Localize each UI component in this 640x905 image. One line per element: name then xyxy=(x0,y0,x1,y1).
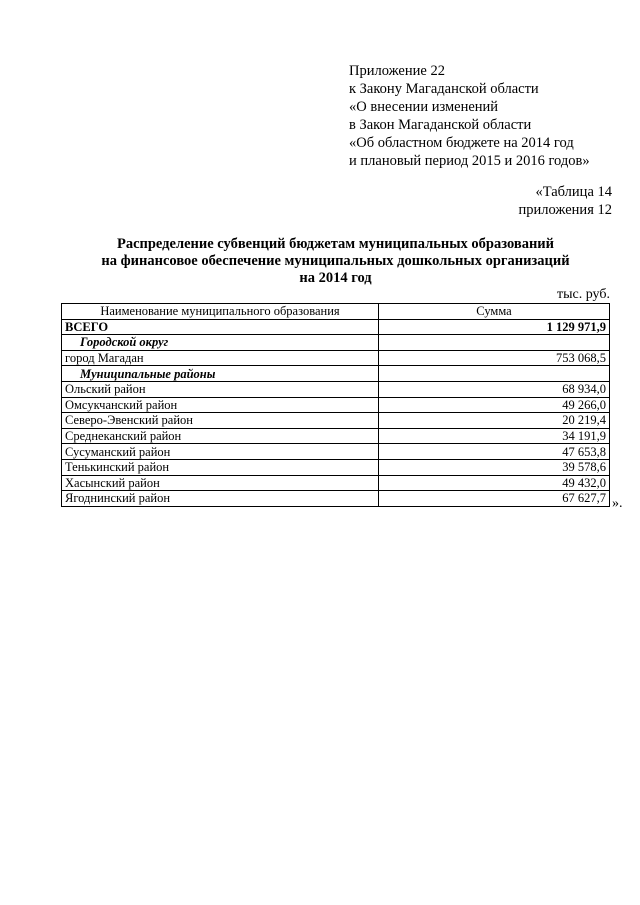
row-name: Среднеканский район xyxy=(62,428,379,444)
header-sum: Сумма xyxy=(379,304,610,320)
annex-line: к Закону Магаданской области xyxy=(349,81,539,97)
table-row xyxy=(62,397,610,413)
table-row xyxy=(62,444,610,460)
table-header-row xyxy=(62,304,610,320)
table-row xyxy=(62,459,610,475)
row-sum: 49 432,0 xyxy=(379,475,610,491)
row-sum: 1 129 971,9 xyxy=(379,319,610,335)
row-sum xyxy=(379,366,610,382)
row-name: Хасынский район xyxy=(62,475,379,491)
row-name: Ольский район xyxy=(62,381,379,397)
row-sum: 67 627,7 xyxy=(379,491,610,507)
row-sum: 34 191,9 xyxy=(379,428,610,444)
table-row xyxy=(62,491,610,507)
row-name: Ягоднинский район xyxy=(62,491,379,507)
title-line: на 2014 год xyxy=(299,270,372,286)
group-row xyxy=(62,366,610,382)
document-title xyxy=(60,236,611,287)
row-sum: 753 068,5 xyxy=(379,350,610,366)
table-reference xyxy=(519,183,612,219)
table-row xyxy=(62,381,610,397)
row-sum: 39 578,6 xyxy=(379,459,610,475)
row-name: Городской округ xyxy=(62,335,379,351)
table-row xyxy=(62,475,610,491)
row-name: Сусуманский район xyxy=(62,444,379,460)
table-row xyxy=(62,350,610,366)
annex-line: в Закон Магаданской области xyxy=(349,117,532,133)
row-sum xyxy=(379,335,610,351)
row-name: Северо-Эвенский район xyxy=(62,413,379,429)
row-sum: 68 934,0 xyxy=(379,381,610,397)
table-row xyxy=(62,428,610,444)
table-row xyxy=(62,413,610,429)
title-line: на финансовое обеспечение муниципальных дошкольных организаций xyxy=(101,253,570,269)
group-row xyxy=(62,335,610,351)
row-sum: 20 219,4 xyxy=(379,413,610,429)
header-name: Наименование муниципального образования xyxy=(62,304,379,320)
subvention-table xyxy=(61,303,610,507)
table-appendix: приложения 12 xyxy=(518,202,612,218)
row-name: город Магадан xyxy=(62,350,379,366)
row-name: ВСЕГО xyxy=(62,319,379,335)
row-sum: 49 266,0 xyxy=(379,397,610,413)
row-name: Тенькинский район xyxy=(62,459,379,475)
row-name: Омсукчанский район xyxy=(62,397,379,413)
annex-line: Приложение 22 xyxy=(349,63,445,79)
annex-reference xyxy=(349,62,590,170)
annex-line: «О внесении изменений xyxy=(349,99,499,115)
annex-line: «Об областном бюджете на 2014 год xyxy=(349,135,574,151)
annex-line: и плановый период 2015 и 2016 годов» xyxy=(349,153,590,169)
row-name: Муниципальные районы xyxy=(62,366,379,382)
closing-quote: ». xyxy=(612,496,623,511)
row-sum: 47 653,8 xyxy=(379,444,610,460)
title-line: Распределение субвенций бюджетам муниципальных образований xyxy=(116,236,555,252)
units-label: тыс. руб. xyxy=(557,287,610,302)
table-number: «Таблица 14 xyxy=(535,184,612,200)
total-row xyxy=(62,319,610,335)
